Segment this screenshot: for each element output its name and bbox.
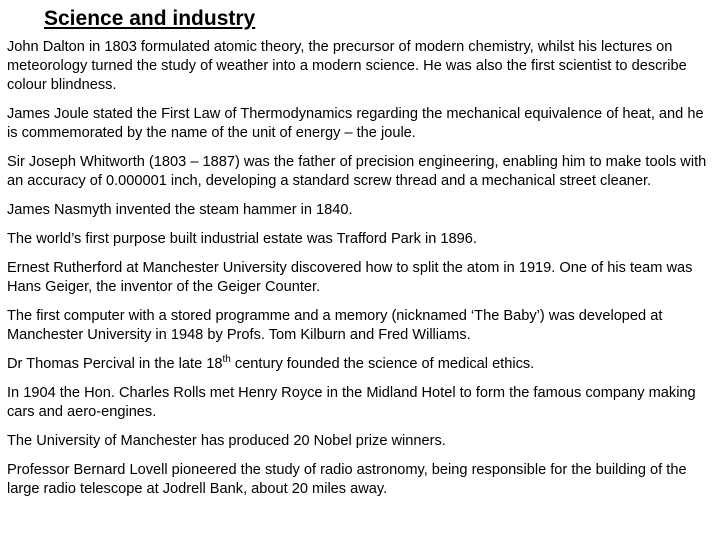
fact-rutherford: Ernest Rutherford at Manchester University discovered how to split the atom in 1919. One of his team was Hans Geiger, the inventor of the Geiger Counter. bbox=[7, 260, 693, 295]
fact-joule: James Joule stated the First Law of Thermodynamics regarding the mechanical equivalence of heat, and he is commemorated by the name of the unit of energy – the joule. bbox=[7, 106, 704, 141]
fact-percival bbox=[7, 355, 707, 374]
fact-dalton: John Dalton in 1803 formulated atomic theory, the precursor of modern chemistry, whilst his lectures on meteorology turned the study of weather into a modern science. He was also the first scientist to describe colour blindness. bbox=[7, 39, 687, 93]
fact-nasmyth: James Nasmyth invented the steam hammer in 1840. bbox=[7, 202, 353, 218]
page-title: Science and industry bbox=[44, 7, 256, 30]
fact-list bbox=[7, 38, 707, 509]
fact-lovell: Professor Bernard Lovell pioneered the study of radio astronomy, being responsible for the building of the large radio telescope at Jodrell Bank, about 20 miles away. bbox=[7, 462, 687, 497]
fact-nobel: The University of Manchester has produced 20 Nobel prize winners. bbox=[7, 433, 446, 449]
fact-percival-after: century founded the science of medical ethics. bbox=[230, 356, 535, 372]
fact-baby-computer: The first computer with a stored programme and a memory (nicknamed ‘The Baby’) was developed at Manchester University in 1948 by Profs. Tom Kilburn and Fred Williams. bbox=[7, 308, 663, 343]
fact-rolls-royce: In 1904 the Hon. Charles Rolls met Henry Royce in the Midland Hotel to form the famous company making cars and aero-engines. bbox=[7, 385, 696, 420]
fact-percival-before: Dr Thomas Percival in the late 18 bbox=[7, 356, 223, 372]
fact-trafford-park: The world’s first purpose built industrial estate was Trafford Park in 1896. bbox=[7, 231, 477, 247]
fact-percival-superscript: th bbox=[222, 354, 231, 366]
fact-whitworth: Sir Joseph Whitworth (1803 – 1887) was the father of precision engineering, enabling him to make tools with an accuracy of 0.000001 inch, developing a standard screw thread and a mechanical street cleaner. bbox=[7, 154, 707, 189]
